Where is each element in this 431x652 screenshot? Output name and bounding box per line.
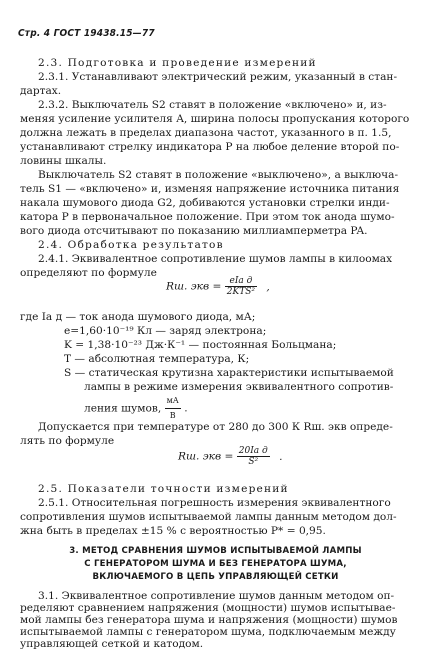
section-2-4-title: 2.4. Обработка результатов	[38, 239, 224, 251]
para-3-1-line: мой лампы без генератора шума и напряжения (мощности) шумов	[20, 614, 398, 626]
formula-fraction	[225, 276, 257, 297]
para-2-3-2-line: меняя усиление усилителя A, ширина полосы пропускания которого	[20, 113, 410, 125]
where-line: K = 1,38·10⁻²³ Дж·К⁻¹ — постоянная Больцмана;	[64, 339, 337, 351]
para-allow-line: лять по формуле	[20, 435, 115, 447]
para-2-3-1-line: 2.3.1. Устанавливают электрический режим, указанный в стан-	[38, 71, 398, 83]
where-line: лампы в режиме измерения эквивалентного сопротив-	[84, 381, 394, 393]
unit-numerator: мА	[165, 394, 181, 409]
formula-noise-resistance	[166, 276, 270, 297]
para-2-4-1-line: 2.4.1. Эквивалентное сопротивление шумов лампы в килоомах	[38, 253, 393, 265]
para-2-5-1-line: сопротивления шумов испытываемой лампы данным методом дол-	[20, 511, 397, 523]
para-2-5-1-line: жна быть в пределах ±15 % с вероятностью P* = 0,95.	[20, 525, 326, 537]
formula-numerator: 20Iа д	[238, 446, 268, 456]
where-line: e=1,60·10⁻¹⁹ Кл — заряд электрона;	[64, 325, 267, 337]
where-line-text: ления шумов,	[84, 402, 162, 415]
para-3-1-line: управляющей сеткой и катодом.	[20, 638, 204, 650]
para-2-5-1-line: 2.5.1. Относительная погрешность измерения эквивалентного	[38, 497, 391, 509]
para-3-1-line: ределяют сравнением напряжения (мощности) шумов испытывае-	[20, 602, 396, 614]
unit-fraction	[165, 394, 181, 423]
para-2-3-2-line: 2.3.2. Выключатель S2 ставят в положение «включено» и, из-	[38, 99, 387, 111]
unit-tail: .	[184, 402, 188, 415]
formula-fraction	[237, 446, 270, 467]
formula-lhs: Rш. экв =	[166, 280, 222, 293]
unit-denominator: В	[169, 411, 176, 420]
where-line: T — абсолютная температура, К;	[64, 353, 250, 365]
formula-tail: .	[279, 450, 283, 463]
section-2-3-title: 2.3. Подготовка и проведение измерений	[38, 57, 317, 69]
where-line	[84, 394, 188, 423]
para-2-3-1-line: дартах.	[20, 85, 62, 97]
formula-denominator: S²	[248, 457, 259, 467]
formula-numerator: eIа д	[225, 276, 257, 287]
para-3-1-line: 3.1. Эквивалентное сопротивление шумов данным методом оп-	[38, 590, 395, 602]
para-2-3-2-line: ловины шкалы.	[20, 155, 107, 167]
formula-lhs: Rш. экв =	[178, 450, 234, 463]
para-2-3-2-line: устанавливают стрелку индикатора P на любое деление второй по-	[20, 141, 400, 153]
formula-tail: ,	[266, 280, 270, 293]
section-3-heading-line: ВКЛЮЧАЕМОГО В ЦЕПЬ УПРАВЛЯЮЩЕЙ СЕТКИ	[92, 572, 339, 582]
page-header: Стр. 4 ГОСТ 19438.15—77	[18, 28, 155, 39]
para-switch-line: катора P в первоначальное положение. При этом ток анода шумо-	[20, 211, 395, 223]
para-3-1-line: испытываемой лампы с генератором шума, подключаемым между	[20, 626, 396, 638]
formula-approx	[178, 446, 283, 467]
section-3-heading-line: 3. МЕТОД СРАВНЕНИЯ ШУМОВ ИСПЫТЫВАЕМОЙ ЛАМПЫ	[69, 546, 362, 556]
para-allow-line: Допускается при температуре от 280 до 300 К Rш. экв опреде-	[38, 421, 393, 433]
para-switch-line: Выключатель S2 ставят в положение «выключено», а выключа-	[38, 169, 399, 181]
para-2-3-2-line: должна лежать в пределах диапазона частот, указанного в п. 1.5,	[20, 127, 392, 139]
section-3-heading-line: С ГЕНЕРАТОРОМ ШУМА И БЕЗ ГЕНЕРАТОРА ШУМА,	[84, 559, 347, 569]
formula-denominator: 2KTS²	[226, 287, 256, 297]
para-switch-line: вого диода отсчитывают по показанию миллиамперметра PA.	[20, 225, 368, 237]
para-switch-line: тель S1 — «включено» и, изменяя напряжение источника питания	[20, 183, 400, 195]
para-2-4-1-line: определяют по формуле	[20, 267, 157, 279]
para-switch-line: накала шумового диода G2, добиваются установки стрелки инди-	[20, 197, 390, 209]
where-line: S — статическая крутизна характеристики испытываемой	[64, 367, 394, 379]
where-line: где Iа д — ток анода шумового диода, мА;	[20, 311, 256, 323]
section-2-5-title: 2.5. Показатели точности измерений	[38, 483, 289, 495]
